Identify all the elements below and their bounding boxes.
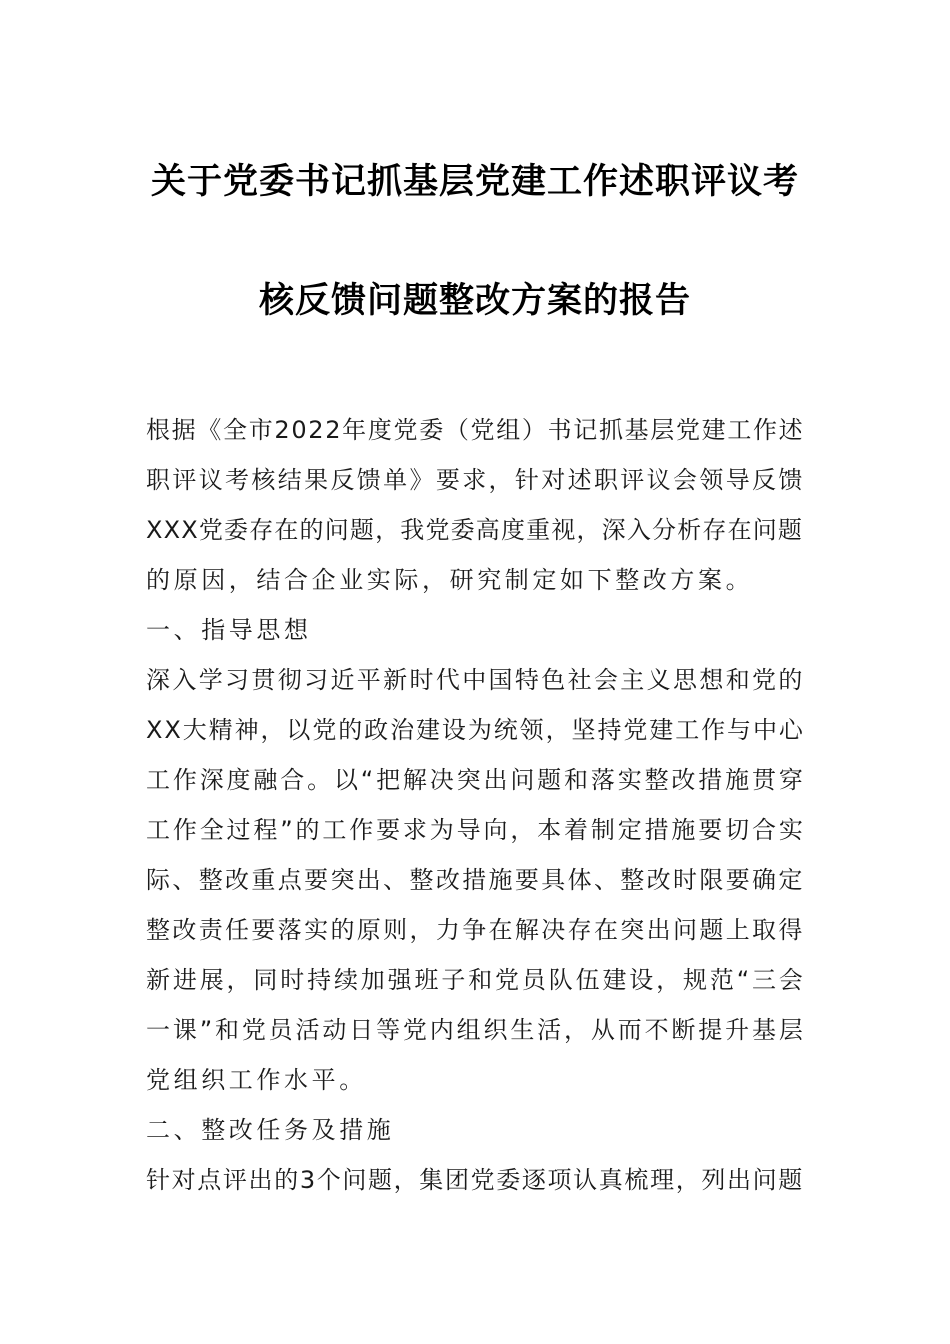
document-title-line-2: 核反馈问题整改方案的报告 — [258, 280, 691, 321]
paragraph-line: 新进展，同时持续加强班子和党员队伍建设，规范“三会 — [146, 966, 806, 994]
paragraph-line: 党组织工作水平。 — [146, 1066, 367, 1094]
paragraph-line: 一课”和党员活动日等党内组织生活，从而不断提升基层 — [146, 1016, 806, 1044]
paragraph-line: 根据《全市2022年度党委（党组）书记抓基层党建工作述 — [146, 416, 805, 444]
paragraph-line: 职评议考核结果反馈单》要求，针对述职评议会领导反馈 — [146, 466, 805, 494]
paragraph-line: 际、整改重点要突出、整改措施要具体、整改时限要确定 — [146, 866, 805, 894]
paragraph-line: 整改责任要落实的原则，力争在解决存在突出问题上取得 — [146, 916, 805, 944]
paragraph-line: XX大精神，以党的政治建设为统领，坚持党建工作与中心 — [146, 716, 805, 744]
paragraph-line: XXX党委存在的问题，我党委高度重视，深入分析存在问题 — [146, 516, 804, 544]
paragraph-line: 深入学习贯彻习近平新时代中国特色社会主义思想和党的 — [146, 666, 805, 694]
document-title-line-1: 关于党委书记抓基层党建工作述职评议考 — [150, 161, 799, 202]
paragraph-line: 针对点评出的3个问题，集团党委逐项认真梳理，列出问题 — [146, 1166, 804, 1194]
section-heading-guiding-ideology: 一、指导思想 — [146, 616, 312, 644]
paragraph-line: 工作全过程”的工作要求为导向，本着制定措施要切合实 — [146, 816, 806, 844]
section-heading-rectification-tasks: 二、整改任务及措施 — [146, 1116, 395, 1144]
paragraph-line: 工作深度融合。以“把解决突出问题和落实整改措施贯穿 — [146, 766, 806, 794]
paragraph-line: 的原因，结合企业实际，研究制定如下整改方案。 — [146, 566, 754, 594]
